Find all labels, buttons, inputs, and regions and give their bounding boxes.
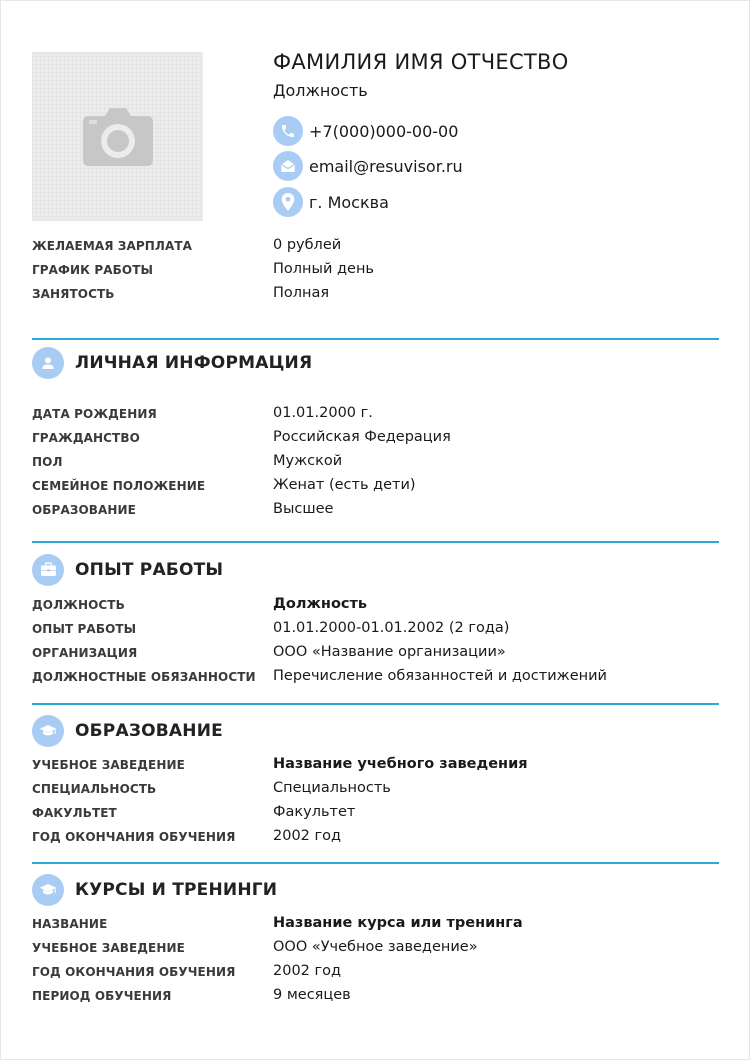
info-row: [0, 758, 750, 780]
info-row: [0, 670, 750, 692]
row-value: ООО «Название организации»: [273, 644, 506, 660]
section-divider: [32, 541, 719, 543]
row-value: 0 рублей: [273, 237, 342, 253]
row-label: ЗАНЯТОСТЬ: [32, 287, 115, 301]
row-label: ГОД ОКОНЧАНИЯ ОБУЧЕНИЯ: [32, 830, 236, 844]
graduation-cap-icon: [32, 874, 64, 906]
row-label: ОБРАЗОВАНИЕ: [32, 503, 136, 517]
position-title: Должность: [273, 81, 368, 100]
row-value: 2002 год: [273, 828, 342, 844]
row-label: ГРАФИК РАБОТЫ: [32, 263, 154, 277]
section-title: ОБРАЗОВАНИЕ: [75, 721, 223, 741]
info-row: [0, 455, 750, 477]
email-address[interactable]: email@resuvisor.ru: [309, 156, 463, 176]
row-value: Полный день: [273, 261, 374, 277]
info-row: [0, 622, 750, 644]
row-value: Высшее: [273, 501, 334, 517]
location-pin-icon: [273, 187, 303, 217]
briefcase-icon: [32, 554, 64, 586]
summary-row: [0, 239, 750, 261]
summary-row: [0, 263, 750, 285]
row-value: Полная: [273, 285, 330, 301]
row-value: 01.01.2000-01.01.2002 (2 года): [273, 620, 510, 636]
phone-icon: [273, 116, 303, 146]
info-row: [0, 989, 750, 1011]
row-value: 9 месяцев: [273, 987, 351, 1003]
row-value: Мужской: [273, 453, 343, 469]
row-value: Специальность: [273, 780, 391, 796]
section-divider: [32, 862, 719, 864]
row-label: СЕМЕЙНОЕ ПОЛОЖЕНИЕ: [32, 479, 206, 493]
row-value: Женат (есть дети): [273, 477, 416, 493]
summary-row: [0, 287, 750, 309]
section-title: ЛИЧНАЯ ИНФОРМАЦИЯ: [75, 353, 313, 373]
contact-email: [273, 151, 463, 181]
row-label: ПОЛ: [32, 455, 63, 469]
photo-placeholder[interactable]: [32, 52, 203, 221]
section-divider: [32, 703, 719, 705]
city-name: г. Москва: [309, 192, 389, 212]
row-label: СПЕЦИАЛЬНОСТЬ: [32, 782, 157, 796]
section-header-courses: [32, 874, 277, 906]
section-header-experience: [32, 554, 223, 586]
envelope-icon: [273, 151, 303, 181]
section-header-personal: [32, 347, 312, 379]
info-row: [0, 941, 750, 963]
info-row: [0, 965, 750, 987]
info-row: [0, 503, 750, 525]
row-label: ДОЛЖНОСТЬ: [32, 598, 125, 612]
contact-city: [273, 187, 389, 217]
row-label: ФАКУЛЬТЕТ: [32, 806, 117, 820]
row-label: ПЕРИОД ОБУЧЕНИЯ: [32, 989, 172, 1003]
info-row: [0, 806, 750, 828]
row-label: ДОЛЖНОСТНЫЕ ОБЯЗАННОСТИ: [32, 670, 256, 684]
row-value: Перечисление обязанностей и достижений: [273, 668, 607, 684]
row-label: ЖЕЛАЕМАЯ ЗАРПЛАТА: [32, 239, 193, 253]
row-label: НАЗВАНИЕ: [32, 917, 108, 931]
info-row: [0, 598, 750, 620]
contact-phone: [273, 116, 458, 146]
row-label: ГРАЖДАНСТВО: [32, 431, 140, 445]
row-label: ОРГАНИЗАЦИЯ: [32, 646, 138, 660]
row-value: ООО «Учебное заведение»: [273, 939, 478, 955]
row-value: Название учебного заведения: [273, 756, 528, 772]
info-row: [0, 782, 750, 804]
row-label: УЧЕБНОЕ ЗАВЕДЕНИЕ: [32, 941, 185, 955]
row-label: ДАТА РОЖДЕНИЯ: [32, 407, 157, 421]
section-header-education: [32, 715, 223, 747]
info-row: [0, 407, 750, 429]
row-label: ГОД ОКОНЧАНИЯ ОБУЧЕНИЯ: [32, 965, 236, 979]
user-icon: [32, 347, 64, 379]
row-value: Российская Федерация: [273, 429, 451, 445]
section-divider: [32, 338, 719, 340]
section-title: КУРСЫ И ТРЕНИНГИ: [75, 880, 278, 900]
row-label: УЧЕБНОЕ ЗАВЕДЕНИЕ: [32, 758, 185, 772]
info-row: [0, 917, 750, 939]
row-value: 01.01.2000 г.: [273, 405, 373, 421]
info-row: [0, 431, 750, 453]
phone-number[interactable]: +7(000)000-00-00: [309, 121, 459, 141]
row-label: ОПЫТ РАБОТЫ: [32, 622, 137, 636]
row-value: Факультет: [273, 804, 356, 820]
graduation-cap-icon: [32, 715, 64, 747]
info-row: [0, 479, 750, 501]
info-row: [0, 830, 750, 852]
section-title: ОПЫТ РАБОТЫ: [75, 560, 224, 580]
row-value: 2002 год: [273, 963, 342, 979]
row-value: Должность: [273, 596, 368, 612]
row-value: Название курса или тренинга: [273, 915, 523, 931]
full-name: ФАМИЛИЯ ИМЯ ОТЧЕСТВО: [273, 50, 569, 74]
info-row: [0, 646, 750, 668]
